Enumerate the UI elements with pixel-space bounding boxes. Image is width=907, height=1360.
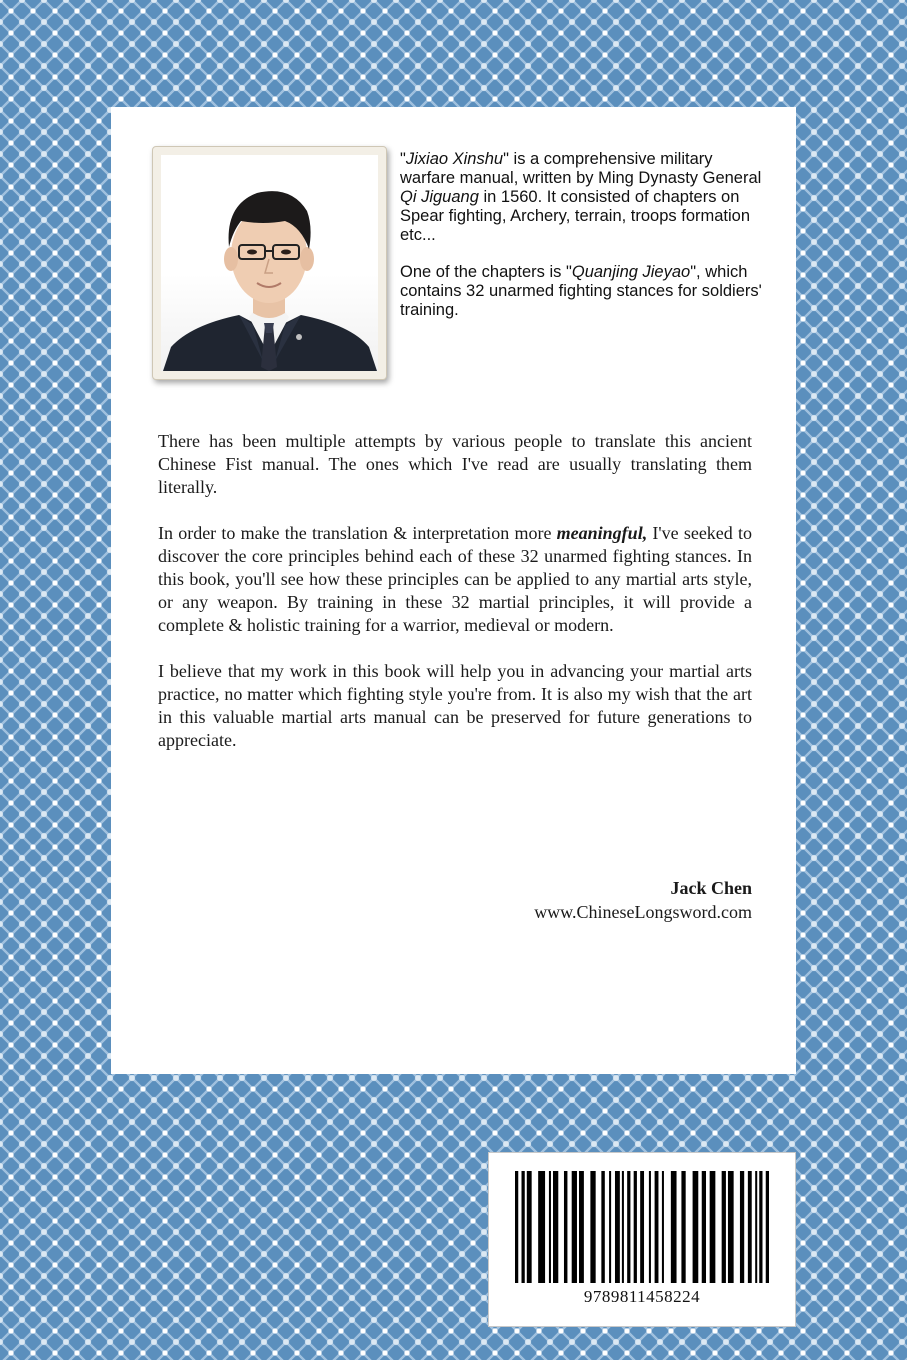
isbn-number: 9789811458224 [583,1287,701,1306]
barcode-bar [640,1171,644,1283]
barcode-bar [564,1171,567,1283]
intro-paragraph-1: "Jixiao Xinshu" is a comprehensive military warfare manual, written by Ming Dynasty General Qi Jiguang in 1560. It consisted of chapters on Spear fighting, Archery, terrain, troops formation etc... [400,150,762,244]
intro-paragraph-2: One of the chapters is "Quanjing Jieyao", which contains 32 unarmed fighting stances for soldiers' training. [400,263,762,319]
barcode-bar [748,1171,752,1283]
barcode-bars [515,1171,769,1283]
barcode-bar [755,1171,757,1283]
body-text [158,430,752,776]
barcode-bar [740,1171,744,1283]
barcode-bar [527,1171,532,1283]
barcode-bar [671,1171,677,1283]
barcode-bar [553,1171,558,1283]
barcode-bar [710,1171,716,1283]
barcode-bar [634,1171,637,1283]
body-paragraph-1: There has been multiple attempts by various people to translate this ancient Chinese Fist manual. The ones which I've read are usually translating them literally. [158,431,752,497]
body-paragraph-3: I believe that my work in this book will help you in advancing your martial arts practice, no matter which fighting style you're from. It is also my wish that the art in this valuable martial arts manual can be preserved for future generations to appreciate. [158,661,752,750]
barcode-bar [722,1171,726,1283]
signature-block [534,876,752,924]
barcode-bar [572,1171,577,1283]
general-name: Qi Jiguang [400,188,479,206]
barcode-bar [693,1171,699,1283]
barcode-bar [662,1171,664,1283]
barcode-bar [728,1171,734,1283]
barcode-bar [549,1171,551,1283]
barcode-bar [579,1171,584,1283]
author-website: www.ChineseLongsword.com [534,902,752,922]
barcode-box [488,1152,796,1327]
barcode-bar [590,1171,595,1283]
emphasis-meaningful: meaningful, [556,523,648,544]
barcode-bar [655,1171,659,1283]
chapter-title: Quanjing Jieyao [571,263,691,281]
barcode-bar [649,1171,651,1283]
barcode-bar [522,1171,525,1283]
barcode-bar [681,1171,685,1283]
book-title: Jixiao Xinshu [405,150,504,168]
barcode-bar [759,1171,762,1283]
barcode-bar [609,1171,611,1283]
barcode-bar [702,1171,706,1283]
author-portrait-illustration [161,155,378,371]
barcode-bar [627,1171,630,1283]
barcode-bar [766,1171,769,1283]
author-photo [161,155,378,371]
author-name: Jack Chen [670,878,752,898]
barcode-bar [615,1171,620,1283]
body-paragraph-2: In order to make the translation & interpretation more meaningful, I've seeked to discover the core principles behind each of these 32 unarmed fighting stances. In this book, you'll see how these principles can be applied to any martial arts style, or any weapon. By training in these 32 martial principles, it will provide a complete & holistic training for a warrior, medieval or modern. [158,523,753,635]
author-photo-frame [152,146,387,380]
barcode-bar [515,1171,518,1283]
barcode-bar [601,1171,604,1283]
barcode-bar [622,1171,624,1283]
intro-text [400,150,765,338]
barcode-bar [538,1171,545,1283]
